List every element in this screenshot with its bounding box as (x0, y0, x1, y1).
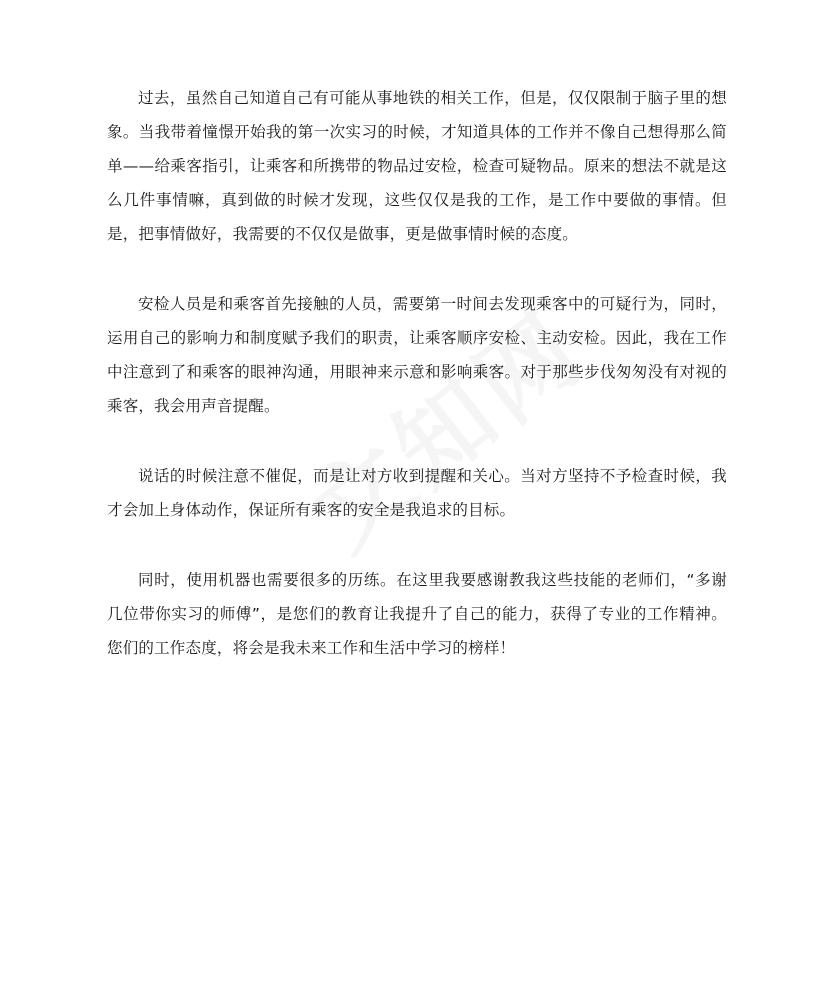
paragraph-3: 说话的时候注意不催促，而是让对方收到提醒和关心。当对方坚持不予检查时候，我才会加上身体动作，保证所有乘客的安全是我追求的目标。 (107, 467, 727, 519)
paragraph-1: 过去，虽然自己知道自己有可能从事地铁的相关工作，但是，仅仅限制于脑子里的想象。当我带着憧憬开始我的第一次实习的时候，才知道具体的工作并不像自己想得那么简单——给乘客指引，让乘客和所携带的物品过安检，检查可疑物品。原来的想法不就是这么几件事情嘛，真到做的时候才发现，这些仅仅是我的工作，是工作中要做的事情。但是，把事情做好，我需要的不仅仅是做事，更是做事情时候的态度。 (107, 89, 727, 243)
document-body (107, 81, 727, 665)
paragraph-4: 同时，使用机器也需要很多的历练。在这里我要感谢教我这些技能的老师们，“多谢几位带你实习的师傅”，是您们的教育让我提升了自己的能力，获得了专业的工作精神。您们的工作态度，将会是我未来工作和生活中学习的榜样！ (107, 571, 727, 657)
paragraph-2: 安检人员是和乘客首先接触的人员，需要第一时间去发现乘客中的可疑行为，同时，运用自己的影响力和制度赋予我们的职责，让乘客顺序安检、主动安检。因此，我在工作中注意到了和乘客的眼神沟通，用眼神来示意和影响乘客。对于那些步伐匆匆没有对视的乘客，我会用声音提醒。 (107, 295, 727, 415)
